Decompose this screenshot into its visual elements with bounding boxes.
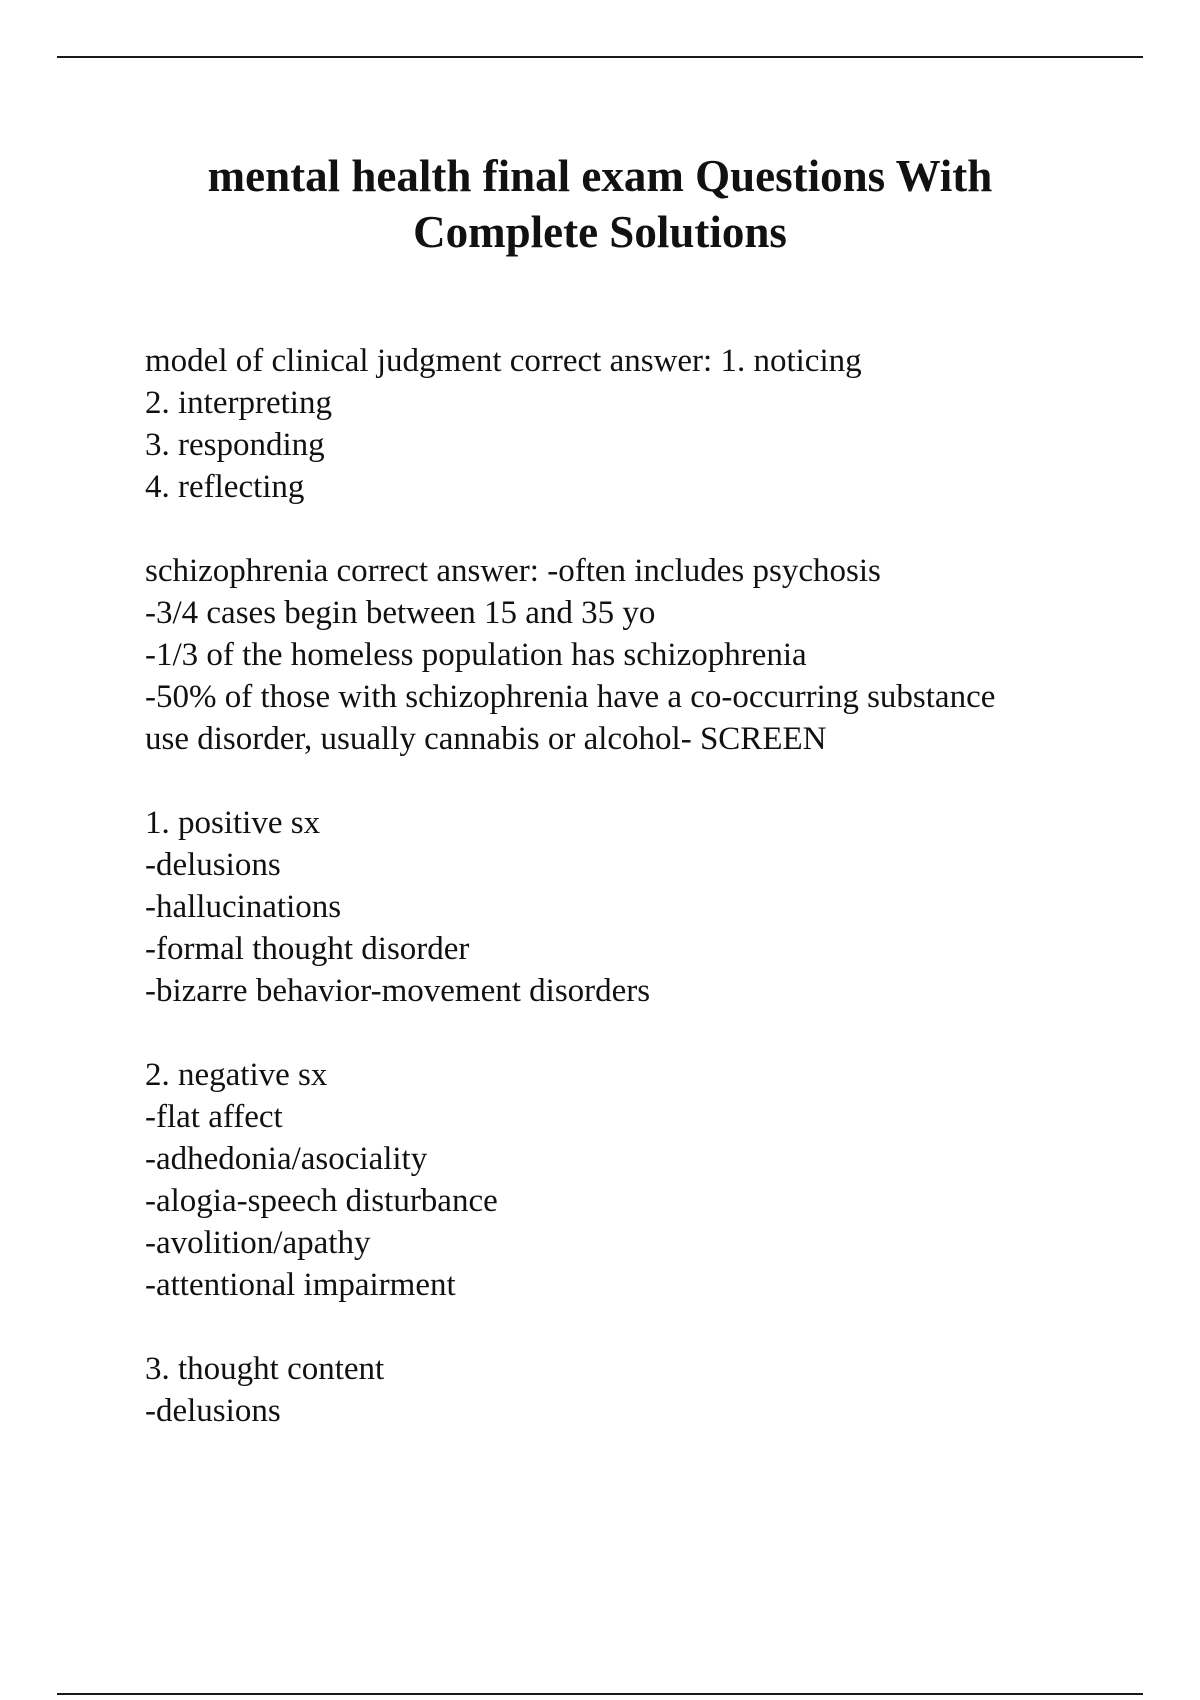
text-line: -50% of those with schizophrenia have a co-occurring substance [145, 679, 996, 715]
header-rule [57, 56, 1143, 58]
text-line: 2. interpreting [145, 385, 332, 421]
title-line: mental health final exam Questions With [207, 151, 993, 201]
text-line: -hallucinations [145, 889, 342, 925]
text-line: -delusions [145, 847, 281, 883]
text-line: model of clinical judgment correct answer: 1. noticing [145, 343, 862, 379]
text-line: 3. responding [145, 427, 325, 463]
document-title [100, 148, 1100, 260]
text-line: use disorder, usually cannabis or alcohol- SCREEN [145, 721, 827, 757]
text-line: -formal thought disorder [145, 931, 470, 967]
text-line: -avolition/apathy [145, 1225, 371, 1261]
text-line: 3. thought content [145, 1351, 385, 1387]
text-line: 1. positive sx [145, 805, 321, 841]
paragraph-negative-symptoms [145, 1054, 1145, 1306]
footer-rule [57, 1693, 1143, 1695]
text-line: -3/4 cases begin between 15 and 35 yo [145, 595, 656, 631]
text-line: schizophrenia correct answer: -often includes psychosis [145, 553, 881, 589]
text-line: -flat affect [145, 1099, 283, 1135]
text-line: -alogia-speech disturbance [145, 1183, 498, 1219]
paragraph-schizophrenia [145, 550, 1145, 760]
paragraph-thought-content [145, 1348, 1145, 1432]
paragraph-positive-symptoms [145, 802, 1145, 1012]
title-line: Complete Solutions [413, 207, 787, 257]
text-line: -delusions [145, 1393, 281, 1429]
document-body [145, 340, 1145, 1474]
text-line: -1/3 of the homeless population has schizophrenia [145, 637, 807, 673]
text-line: -attentional impairment [145, 1267, 456, 1303]
text-line: -adhedonia/asociality [145, 1141, 428, 1177]
text-line: 4. reflecting [145, 469, 305, 505]
text-line: 2. negative sx [145, 1057, 328, 1093]
text-line: -bizarre behavior-movement disorders [145, 973, 651, 1009]
paragraph-clinical-judgment [145, 340, 1145, 508]
